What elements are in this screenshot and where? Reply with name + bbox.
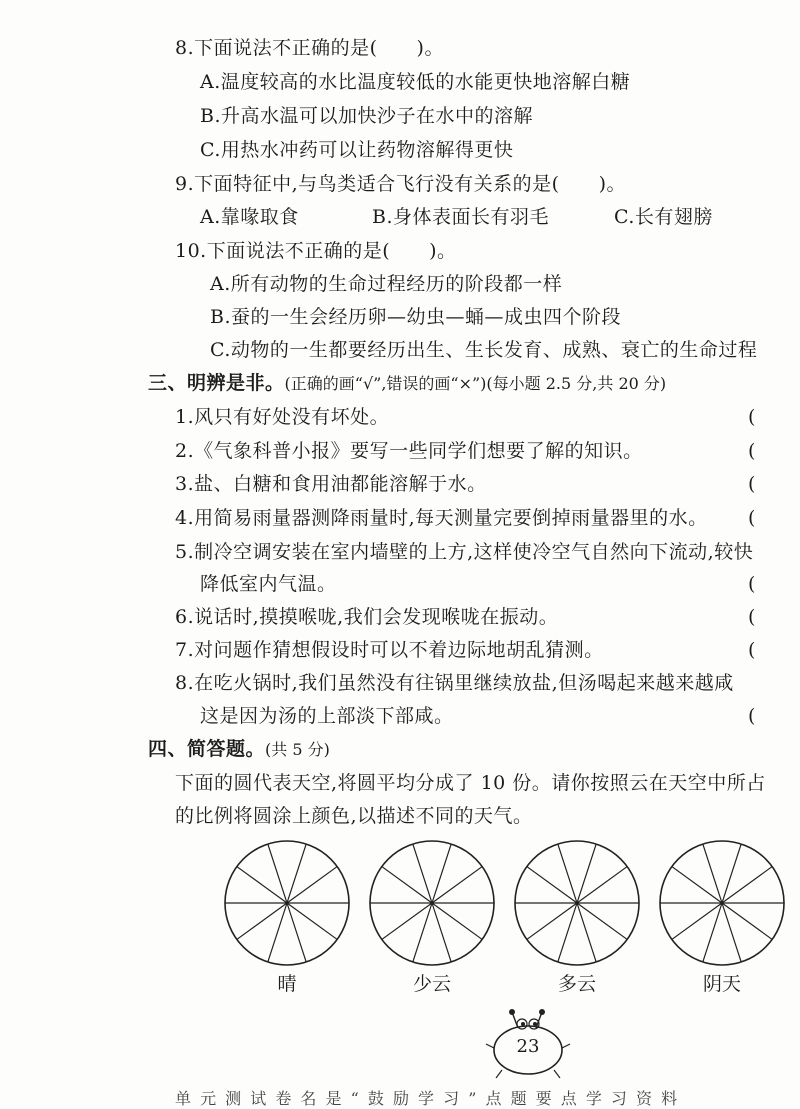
sky-circle-divider bbox=[432, 903, 451, 962]
circle-label-few-clouds: 少云 bbox=[412, 973, 451, 995]
sky-circle-divider bbox=[558, 844, 577, 903]
sky-circle-divider bbox=[432, 903, 482, 939]
circle-label-clear: 晴 bbox=[277, 973, 297, 995]
sky-circle-divider bbox=[287, 867, 337, 903]
sky-circle-divider bbox=[722, 844, 741, 903]
judge-item-4: 4.用简易雨量器测降雨量时,每天测量完要倒掉雨量器里的水。 bbox=[175, 507, 708, 529]
section-4-heading bbox=[148, 737, 330, 762]
answer-paren-4[interactable]: ( bbox=[748, 507, 756, 529]
sky-circle-svg-cloudy bbox=[502, 838, 652, 968]
sky-circle-divider bbox=[237, 867, 287, 903]
sky-circle-divider bbox=[287, 903, 306, 962]
sky-circle-divider bbox=[703, 844, 722, 903]
sky-circle-divider bbox=[577, 867, 627, 903]
question-8-option-b: B.升高水温可以加快沙子在水中的溶解 bbox=[200, 105, 534, 127]
judge-item-7: 7.对问题作猜想假设时可以不着边际地胡乱猜测。 bbox=[175, 639, 604, 661]
question-8-stem: 8.下面说法不正确的是( )。 bbox=[175, 37, 444, 59]
sky-circle-divider bbox=[577, 903, 627, 939]
section-4-title: 四、简答题。 bbox=[148, 738, 266, 760]
answer-paren-5[interactable]: ( bbox=[748, 573, 756, 595]
section-3-title: 三、明辨是非。 bbox=[148, 372, 285, 394]
sky-circle-divider bbox=[268, 844, 287, 903]
sky-circle-divider bbox=[672, 903, 722, 939]
section-4-instruction-line-1: 下面的圆代表天空,将圆平均分成了 10 份。请你按照云在天空中所占 bbox=[175, 772, 766, 794]
sky-circle-divider bbox=[382, 867, 432, 903]
sky-circle-divider bbox=[527, 903, 577, 939]
section-3-note: (正确的画“√”,错误的画“×”)(每小题 2.5 分,共 20 分) bbox=[284, 374, 667, 393]
sky-circle-overcast[interactable] bbox=[647, 838, 797, 972]
judge-item-8: 8.在吃火锅时,我们虽然没有往锅里继续放盐,但汤喝起来越来越咸 bbox=[175, 672, 734, 694]
answer-paren-6[interactable]: ( bbox=[748, 606, 756, 628]
question-10-option-a: A.所有动物的生命过程经历的阶段都一样 bbox=[210, 273, 563, 295]
circle-label-overcast: 阴天 bbox=[702, 973, 741, 995]
answer-paren-1[interactable]: ( bbox=[748, 406, 756, 428]
question-10-stem: 10.下面说法不正确的是( )。 bbox=[175, 240, 457, 262]
question-9-stem: 9.下面特征中,与鸟类适合飞行没有关系的是( )。 bbox=[175, 173, 626, 195]
sky-circle-divider bbox=[672, 867, 722, 903]
question-10-option-b: B.蚕的一生会经历卵—幼虫—蛹—成虫四个阶段 bbox=[210, 306, 622, 328]
sky-circle-few-clouds[interactable] bbox=[357, 838, 507, 972]
question-9-option-b: B.身体表面长有羽毛 bbox=[372, 206, 550, 228]
sky-circle-divider bbox=[287, 903, 337, 939]
sky-circle-divider bbox=[432, 844, 451, 903]
question-10-option-c: C.动物的一生都要经历出生、生长发育、成熟、衰亡的生命过程 bbox=[210, 339, 758, 361]
sky-circle-divider bbox=[558, 903, 577, 962]
section-4-note: (共 5 分) bbox=[265, 740, 330, 759]
footer-text: 单 元 测 试 卷 名 是 “ 鼓 励 学 习 ” 点 题 要 点 学 习 资 料 bbox=[175, 1089, 680, 1108]
answer-paren-2[interactable]: ( bbox=[748, 440, 756, 462]
question-9-option-c: C.长有翅膀 bbox=[614, 206, 713, 228]
sky-circle-divider bbox=[577, 903, 596, 962]
sky-circle-divider bbox=[287, 844, 306, 903]
sky-circle-divider bbox=[577, 844, 596, 903]
sky-circle-divider bbox=[413, 903, 432, 962]
page-number-badge bbox=[478, 1008, 578, 1080]
sky-circle-svg-clear bbox=[212, 838, 362, 968]
answer-paren-8[interactable]: ( bbox=[748, 705, 756, 727]
question-8-option-a: A.温度较高的水比温度较低的水能更快地溶解白糖 bbox=[200, 71, 631, 93]
sky-circle-divider bbox=[413, 844, 432, 903]
page-number: 23 bbox=[516, 1036, 540, 1057]
sky-circle-svg-overcast bbox=[647, 838, 797, 968]
judge-item-5-continued: 降低室内气温。 bbox=[200, 573, 337, 595]
sky-circle-clear[interactable] bbox=[212, 838, 362, 972]
sky-circle-divider bbox=[237, 903, 287, 939]
sky-circle-divider bbox=[722, 867, 772, 903]
sky-circle-cloudy[interactable] bbox=[502, 838, 652, 972]
judge-item-5: 5.制冷空调安装在室内墙壁的上方,这样使冷空气自然向下流动,较快 bbox=[175, 541, 754, 563]
judge-item-8-continued: 这是因为汤的上部淡下部咸。 bbox=[200, 705, 454, 727]
section-3-heading bbox=[148, 371, 666, 396]
section-4-instruction-line-2: 的比例将圆涂上颜色,以描述不同的天气。 bbox=[175, 805, 533, 827]
judge-item-6: 6.说话时,摸摸喉咙,我们会发现喉咙在振动。 bbox=[175, 606, 559, 628]
sky-circle-divider bbox=[527, 867, 577, 903]
judge-item-1: 1.风只有好处没有坏处。 bbox=[175, 406, 390, 428]
circle-label-cloudy: 多云 bbox=[557, 973, 596, 995]
sky-circle-svg-few-clouds bbox=[357, 838, 507, 968]
answer-paren-7[interactable]: ( bbox=[748, 639, 756, 661]
judge-item-2: 2.《气象科普小报》要写一些同学们想要了解的知识。 bbox=[175, 440, 643, 462]
sky-circle-divider bbox=[703, 903, 722, 962]
sky-circle-divider bbox=[382, 903, 432, 939]
question-9-option-a: A.靠喙取食 bbox=[200, 206, 299, 228]
sky-circle-divider bbox=[268, 903, 287, 962]
sky-circle-divider bbox=[432, 867, 482, 903]
question-8-option-c: C.用热水冲药可以让药物溶解得更快 bbox=[200, 139, 514, 161]
answer-paren-3[interactable]: ( bbox=[748, 473, 756, 495]
sky-circle-divider bbox=[722, 903, 741, 962]
judge-item-3: 3.盐、白糖和食用油都能溶解于水。 bbox=[175, 473, 487, 495]
sky-circle-divider bbox=[722, 903, 772, 939]
